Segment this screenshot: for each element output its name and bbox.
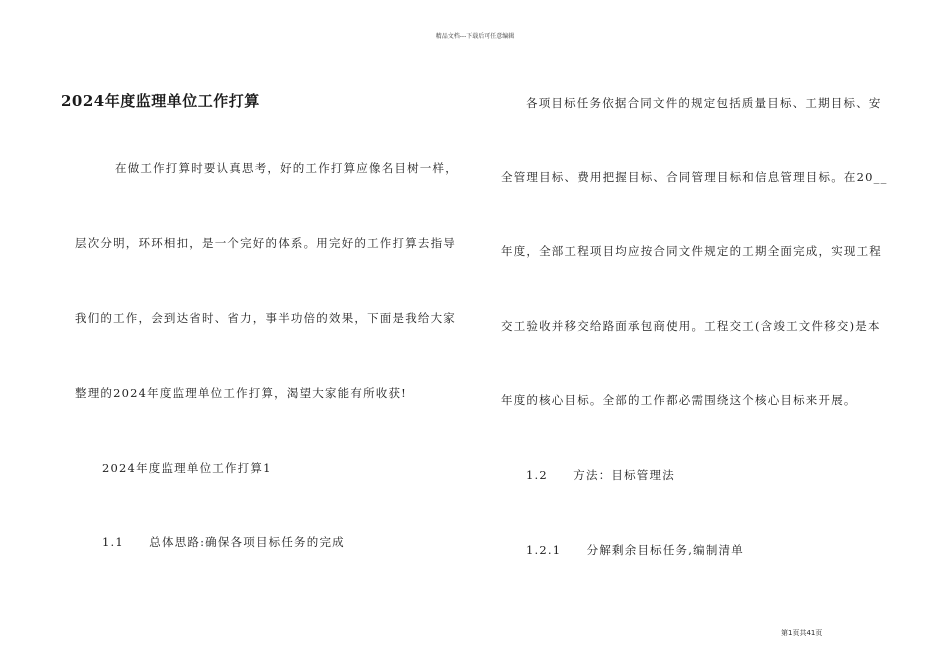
right-paragraph-line-1: 各项目标任务依据合同文件的规定包括质量目标、工期目标、安 xyxy=(526,96,882,110)
right-paragraph-line-3: 年度，全部工程项目均应按合同文件规定的工期全面完成，实现工程 xyxy=(501,244,882,258)
section-subtitle: 2024年度监理单位工作打算1 xyxy=(102,461,272,475)
section-1-1-heading: 1.1 总体思路:确保各项目标任务的完成 xyxy=(102,535,345,549)
left-paragraph-line-1: 在做工作打算时要认真思考，好的工作打算应像名目树一样， xyxy=(115,161,458,175)
section-1-2-heading: 1.2 方法：目标管理法 xyxy=(526,468,675,482)
section-1-2-1-heading: 1.2.1 分解剩余目标任务,编制清单 xyxy=(526,543,744,557)
right-paragraph-line-5: 年度的核心目标。全部的工作都必需围绕这个核心目标来开展。 xyxy=(501,393,857,407)
document-title: 2024年度监理单位工作打算 xyxy=(61,92,260,110)
header-note: 精品文档---下载后可任意编辑 xyxy=(435,33,515,40)
right-paragraph-line-4: 交工验收并移交给路面承包商使用。工程交工(含竣工文件移交)是本 xyxy=(501,319,881,333)
page-number: 第1页共41页 xyxy=(781,629,823,637)
left-paragraph-line-4: 整理的2024年度监理单位工作打算，渴望大家能有所收获! xyxy=(75,386,407,400)
left-paragraph-line-2: 层次分明，环环相扣，是一个完好的体系。用完好的工作打算去指导 xyxy=(75,236,456,250)
right-paragraph-line-2: 全管理目标、费用把握目标、合同管理目标和信息管理目标。在20__ xyxy=(501,170,888,184)
left-paragraph-line-3: 我们的工作，会到达省时、省力，事半功倍的效果，下面是我给大家 xyxy=(75,311,456,325)
